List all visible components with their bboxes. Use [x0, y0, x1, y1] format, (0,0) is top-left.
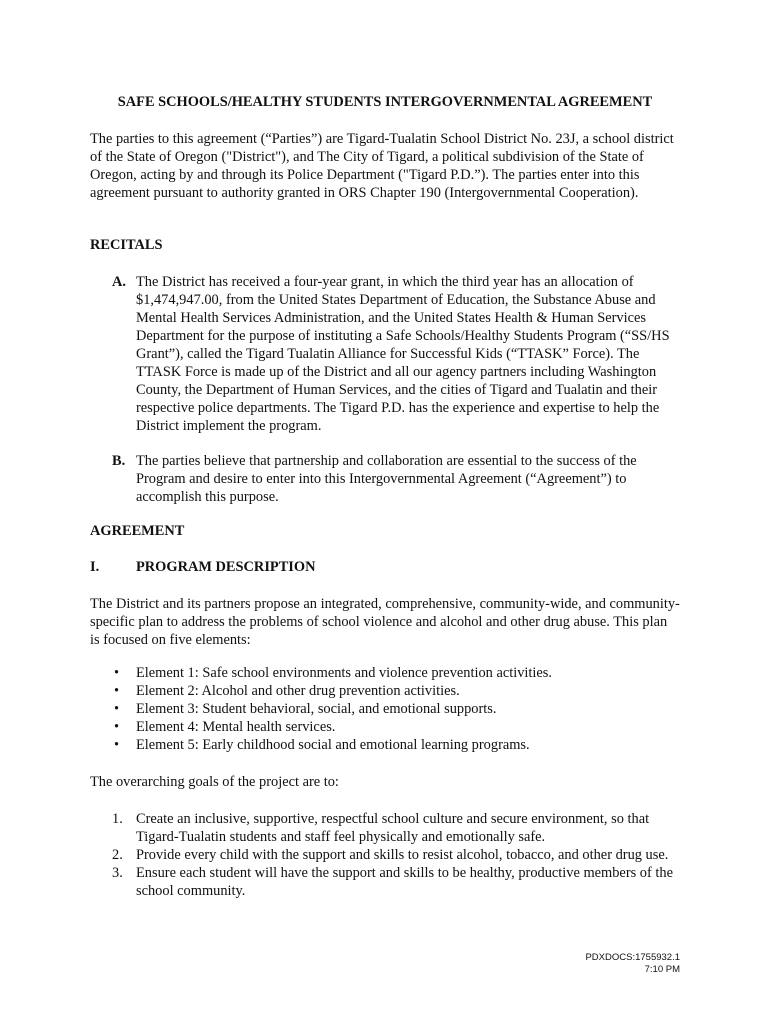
- elements-list: [90, 664, 680, 754]
- document-footer: [585, 952, 680, 976]
- bullet-icon: •: [114, 665, 120, 681]
- recital-text: The parties believe that partnership and collaboration are essential to the success of the Program and desire to enter into this Intergovernmental Agreement (“Agreement”) to accomplish this purpose.: [136, 453, 637, 505]
- document-title: SAFE SCHOOLS/HEALTHY STUDENTS INTERGOVERNMENTAL AGREEMENT: [117, 94, 653, 110]
- list-item-text: Element 3: Student behavioral, social, and emotional supports.: [136, 701, 497, 717]
- bullet-icon: •: [114, 701, 120, 717]
- doc-time: 7:10 PM: [644, 964, 680, 975]
- program-description-paragraph: The District and its partners propose an integrated, comprehensive, community-wide, and community-specific plan to address the problems of school violence and alcohol and other drug abuse. This plan is focused on five elements:: [90, 596, 680, 648]
- list-item: [90, 810, 680, 846]
- list-item-text: Provide every child with the support and skills to resist alcohol, tobacco, and other drug use.: [136, 847, 669, 863]
- recital-label: B.: [112, 453, 126, 469]
- recital-text: The District has received a four-year grant, in which the third year has an allocation of $1,474,947.00, from the United States Department of Education, the Substance Abuse and Mental Health Services Administration, and the United States Health & Human Services Department for the purpose of instituting a Safe Schools/Healthy Students Program (“SS/HS Grant”), called the Tigard Tualatin Alliance for Successful Kids (“TTASK” Force). The TTASK Force is made up of the District and all our agency partners including Washington County, the Department of Human Services, and the cities of Tigard and Tualatin and their respective police departments. The Tigard P.D. has the experience and expertise to help the District implement the program.: [136, 274, 670, 434]
- doc-id: PDXDOCS:1755932.1: [585, 952, 680, 963]
- list-item-text: Element 1: Safe school environments and violence prevention activities.: [136, 665, 553, 681]
- intro-paragraph: The parties to this agreement (“Parties”) are Tigard-Tualatin School District No. 23J, a school district of the State of Oregon ("District"), and The City of Tigard, a political subdivision of the State of Oregon, acting by and through its Police Department ("Tigard P.D.”). The parties enter into this agreement pursuant to authority granted in ORS Chapter 190 (Intergovernmental Cooperation).: [90, 131, 674, 201]
- list-number: 3.: [112, 865, 123, 881]
- list-item-text: Element 2: Alcohol and other drug prevention activities.: [136, 683, 460, 699]
- list-number: 1.: [112, 811, 123, 827]
- goals-intro: The overarching goals of the project are to:: [90, 774, 339, 790]
- section-title: PROGRAM DESCRIPTION: [136, 559, 316, 575]
- recital-label: A.: [112, 274, 126, 290]
- list-item-text: Element 4: Mental health services.: [136, 719, 336, 735]
- goals-list: [90, 810, 680, 900]
- section-number: I.: [90, 559, 100, 575]
- list-item: [90, 718, 680, 736]
- bullet-icon: •: [114, 737, 120, 753]
- bullet-icon: •: [114, 719, 120, 735]
- list-item-text: Element 5: Early childhood social and emotional learning programs.: [136, 737, 530, 753]
- list-item: [90, 736, 680, 754]
- list-item: [90, 846, 680, 864]
- list-number: 2.: [112, 847, 123, 863]
- agreement-heading: AGREEMENT: [90, 523, 185, 539]
- list-item: [90, 682, 680, 700]
- list-item: [90, 700, 680, 718]
- bullet-icon: •: [114, 683, 120, 699]
- list-item-text: Create an inclusive, supportive, respectful school culture and secure environment, so that Tigard-Tualatin students and staff feel physically and emotionally safe.: [136, 811, 650, 845]
- list-item-text: Ensure each student will have the support and skills to be healthy, productive members of the school community.: [136, 865, 673, 899]
- list-item: [90, 664, 680, 682]
- list-item: [90, 864, 680, 900]
- recitals-heading: RECITALS: [90, 237, 163, 253]
